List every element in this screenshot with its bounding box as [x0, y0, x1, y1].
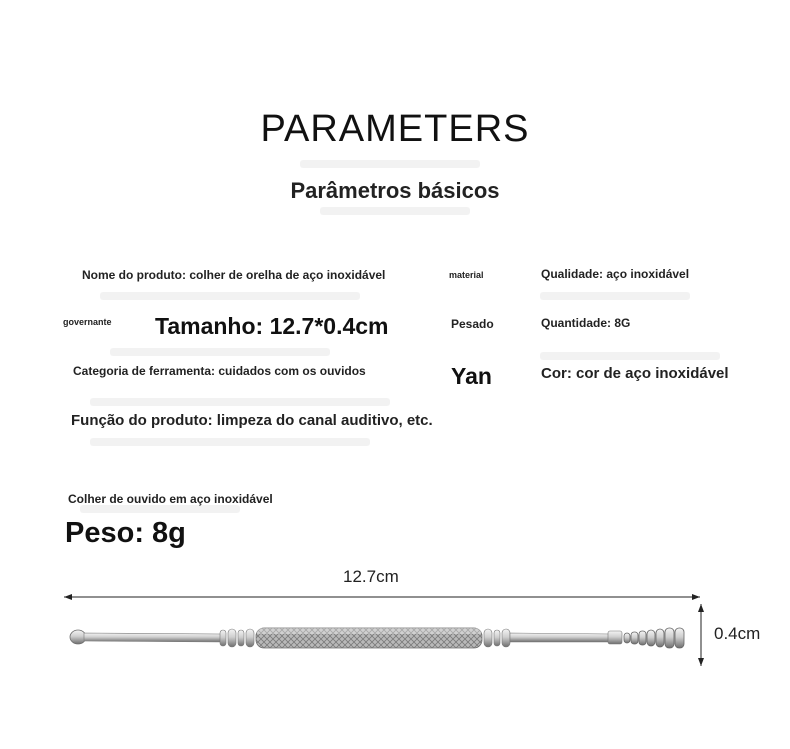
product-caption: Colher de ouvido em aço inoxidável	[68, 492, 273, 506]
width-dimension-arrow	[698, 604, 704, 666]
function-text: Função do produto: limpeza do canal auditivo, etc.	[71, 412, 433, 429]
weight-label: Pesado	[451, 317, 494, 331]
quality-text: Qualidade: aço inoxidável	[541, 267, 690, 281]
category-text: Categoria de ferramenta: cuidados com os ouvidos	[73, 364, 366, 378]
ear-spoon-illustration	[70, 628, 684, 648]
quantity-text: Quantidade: 8G	[541, 316, 631, 330]
governante-label: governante	[63, 317, 112, 327]
width-label: 0.4cm	[714, 624, 761, 643]
length-dimension-arrow	[64, 594, 700, 600]
page-subtitle: Parâmetros básicos	[290, 178, 500, 203]
yan-label: Yan	[451, 363, 492, 389]
product-name-text: Nome do produto: colher de orelha de aço inoxidável	[82, 268, 386, 282]
length-label: 12.7cm	[343, 567, 399, 586]
page-title: PARAMETERS	[260, 108, 530, 150]
product-weight: Peso: 8g	[65, 517, 186, 549]
size-text: Tamanho: 12.7*0.4cm	[155, 313, 389, 339]
material-label: material	[449, 270, 484, 280]
color-text: Cor: cor de aço inoxidável	[541, 365, 729, 382]
